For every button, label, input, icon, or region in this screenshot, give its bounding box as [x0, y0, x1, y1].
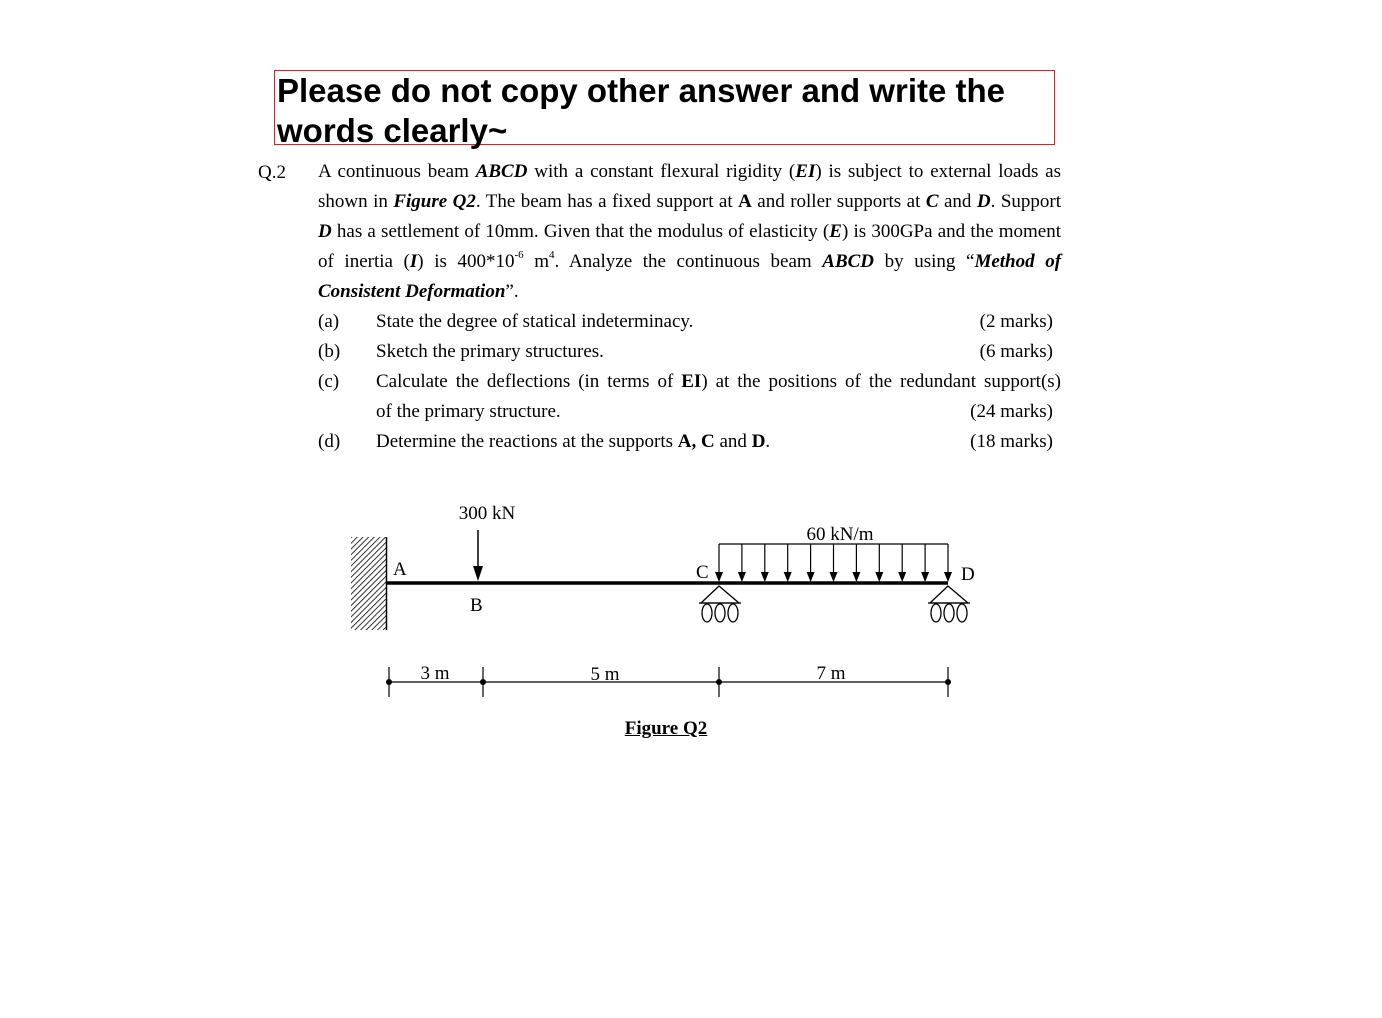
udl-arrow-head [921, 572, 929, 582]
figure-caption: Figure Q2 [624, 718, 708, 739]
part-marks: (24 marks) [970, 401, 1053, 422]
label-b: B [470, 595, 483, 616]
part-label: (c) [318, 371, 340, 392]
point-load-arrow-head [473, 566, 483, 581]
part-text: Determine the reactions at the supports A, C and D. [376, 431, 771, 452]
span-cd-label: 7 m [816, 663, 846, 684]
udl-arrows [715, 544, 952, 582]
part-marks: (2 marks) [979, 311, 1053, 332]
question-intro: A continuous beam ABCD with a constant flexural rigidity (EI) is subject to external loads as shown in Figure Q2. The beam has a fixed support at A and roller supports at C and D. Support D has a settlement of 10mm. Given that the modulus of elasticity (E) is 300GPa and the moment of inertia (I) is $400*10^{-6}$ $m^4$. Analyze the continuous beam ABCD by using “Method of Consistent Deformation”. [318, 161, 1062, 302]
part-label: (b) [318, 341, 341, 362]
udl-arrow-head [715, 572, 723, 582]
dimension-line [389, 667, 948, 697]
udl-arrow-head [761, 572, 769, 582]
point-load-label: 300 kN [458, 503, 516, 524]
roller-support-d [928, 586, 970, 622]
part-label: (a) [318, 311, 340, 332]
notice-text: Please do not copy other answer and write the words clearly~ [277, 72, 1005, 149]
part-text-line2: of the primary structure. [376, 401, 561, 422]
part-text: State the degree of statical indeterminacy. [376, 311, 694, 332]
dimension-node [716, 679, 722, 685]
part-text: Sketch the primary structures. [376, 341, 604, 362]
dimension-node [945, 679, 951, 685]
part-label: (d) [318, 431, 341, 452]
label-d: D [961, 564, 975, 585]
udl-arrow-head [784, 572, 792, 582]
udl-arrow-head [830, 572, 838, 582]
udl-arrow-head [738, 572, 746, 582]
question-number: Q.2 [258, 162, 286, 183]
part-marks: (18 marks) [970, 431, 1053, 452]
udl-label: 60 kN/m [806, 524, 874, 545]
udl-arrow-head [875, 572, 883, 582]
roller-support-c [699, 586, 741, 622]
part-text-line1: Calculate the deflections (in terms of EI) at the positions of the redundant support(s) [376, 371, 1061, 392]
span-ab-label: 3 m [420, 663, 450, 684]
label-c: C [696, 562, 709, 583]
fixed-support-wall [351, 537, 386, 630]
part-marks: (6 marks) [979, 341, 1053, 362]
dimension-node [386, 679, 392, 685]
udl-arrow-head [807, 572, 815, 582]
span-bc-label: 5 m [590, 664, 620, 685]
udl-arrow-head [852, 572, 860, 582]
label-a: A [393, 559, 407, 580]
udl-arrow-head [944, 572, 952, 582]
dimension-node [480, 679, 486, 685]
udl-arrow-head [898, 572, 906, 582]
